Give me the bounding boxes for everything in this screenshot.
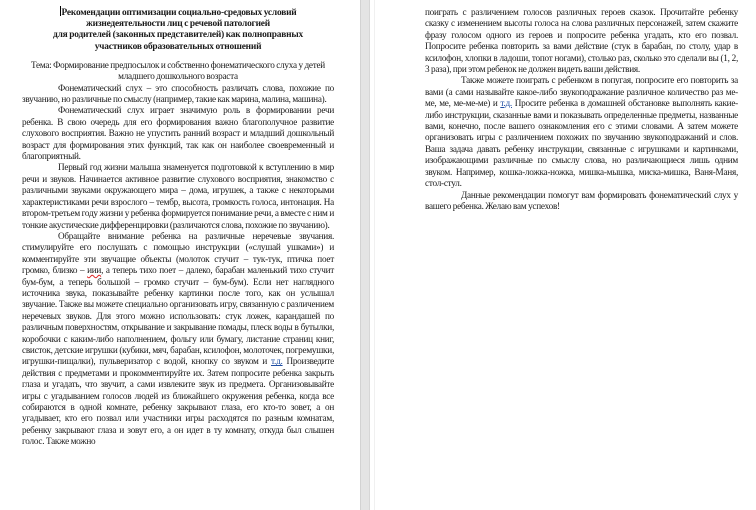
paragraph-parrot-game [425, 75, 738, 189]
hyperlink-td[interactable]: т.д. [270, 356, 283, 367]
paragraph-text: Просите ребенка в домашней обстановке выполнять какие-либо инструкции, сказанные вами и показывать определенные предметы, названные вами, конечно, после вашего ознакомления его с этими словами. А затем можете организовать игры с различением похожих по звучанию звукоподражаний и слов. Ваша задача давать ребенку инструкции, связанные с игрушками и картинками, изображающими различные по смыслу слова, но различающиеся лишь одним звуком. Например, кошка-ложка-ножка, мишка-мышка, миска-мишка, Ваня-Маня, стол-стул. [425, 98, 738, 189]
paragraph-nonspeech-sounds [22, 231, 334, 448]
hyperlink-td[interactable]: т.д. [500, 98, 512, 109]
paragraph-text: , а теперь тихо поет – далеко, барабан маленький тихо стучит бум-бум, а теперь большой – громко стучит – бум-бум). Если нет наглядного источника звука, показывайте ребенку картинки после того, как он услышал звучание. Также вы можете специально организовать игру, связанную с различением неречевых звуков. Для этого можно использовать: стук ложек, карандашей по различным поверхностям, открывание и закрывание помады, плеск воды в бутылки, коробочки с каким-либо наполнением, фольгу или бумагу, листание страниц книг, свисток, детские игрушки (кубики, мяч, барабан, ксилофон, молоточек, погремушки, игрушки-пищалки), пульверизатор с водой, кнопку со звуком и [22, 265, 334, 367]
title-line-1: Рекомендации оптимизации социально-средовых условий [61, 8, 297, 18]
text-cursor [60, 6, 61, 16]
document-title [22, 6, 334, 53]
page-gutter [360, 0, 370, 510]
page-right-text[interactable] [425, 7, 738, 212]
topic-heading: Тема: Формирование предпосылок и собственно фонематического слуха у детей младшего дошкольного возраста [31, 59, 325, 82]
paragraph-definition: Фонематический слух – это способность различать слова, похожие по звучанию, но различные по смыслу (например, такие как марина, малина, машина). [22, 82, 334, 105]
title-line-4: участников образовательных отношений [94, 41, 262, 52]
paragraph-role: Фонематический слух играет значимую роль в формировании речи ребенка. В свою очередь для его формирования важно благополучное развитие слухового восприятия. Важно не упустить ранний возраст и младший дошкольный возраст для формирования этих функций, так как он наиболее своевременный и благоприятный. [22, 105, 334, 162]
paragraph-text: Также можете поиграть с ребенком в попугая, попросите его повторить за вами (а сами называйте какое-либо звукоподражание различное количество раз ме-ме, ме, ме-ме-ме) и [425, 75, 738, 109]
paragraph-closing: Данные рекомендации помогут вам формировать фонематический слух у вашего ребенка. Желаю вам успехов! [425, 189, 738, 211]
paragraph-fairy-tales: поиграть с различением голосов различных героев сказок. Прочитайте ребенку сказку с изменением высоты голоса на слова различных персонажей, затем скажите фразу голосом одного из героев и попросите ребенка угадать, кто его позвал. Попросите ребенка повторить за вами действие (стук в барабан, по столу, удар в ксилофон, хлопки в ладоши, топот ногами), столько раз, сколько это сделали вы (1, 2, 3 раза), при этом ребенок не должен видеть ваши действия. [425, 7, 738, 75]
paragraph-first-year: Первый год жизни малыша знаменуется подготовкой к вступлению в мир речи и звуков. Начинается активное развитие слухового восприятия, знакомство с различными звуками окружающего мира – дома, игрушек, а также с некоторыми характеристиками речи взрослого – тембр, высота, громкость голоса, интонация. На втором-третьем году жизни у ребенка формируется понимание речи, а вместе с ним и тонкие акустические дифференцировки (различаются слова, похожие по звучанию). [22, 162, 334, 230]
page-divider [374, 0, 375, 510]
misspelled-word[interactable]: иии [87, 265, 102, 276]
paragraph-text: Произведите действия с предметами и прокомментируйте их. Затем попросите ребенка закрыть глаза и угадать, что звучит, а сами извлеките звук из предмета. Организовывайте игры с угадыванием голосов людей из ближайшего окружения ребенка, когда все собираются в одной комнате, ребенку закрывают глаза, его кто-то зовет, а он угадывает, кто его позвал или участники игры расходятся по разным комнатам, ребенку закрывают глаза и зовут его, а он идет в ту комнату, откуда был слышен голос. Также можно [22, 356, 334, 447]
title-line-3: для родителей (законных представителей) как полноправных [53, 30, 303, 41]
title-line-2: жизнедеятельности лиц с речевой патологией [86, 19, 270, 30]
paragraph-text: Обращайте внимание ребенка на различные неречевые звучания. стимулируйте его послушать с помощью инструкции («слушай ушками») и комментируйте эти звучащие объекты (молоток стучит – тук-тук, птичка поет громко, близко – [22, 230, 334, 276]
page-left-text[interactable] [22, 6, 334, 448]
